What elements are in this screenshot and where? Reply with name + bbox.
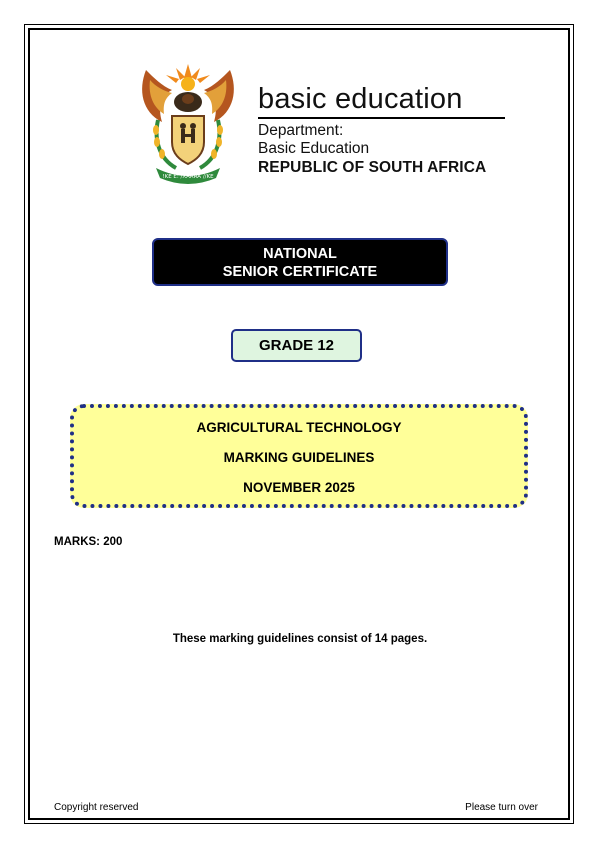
subject-title: AGRICULTURAL TECHNOLOGY bbox=[196, 420, 402, 435]
grade-badge: GRADE 12 bbox=[231, 329, 362, 362]
motto-text: !KE E: /XARRA //KE bbox=[162, 174, 214, 180]
country-name: REPUBLIC OF SOUTH AFRICA bbox=[258, 159, 487, 176]
document-type: MARKING GUIDELINES bbox=[223, 450, 375, 465]
brand-underline bbox=[258, 117, 505, 119]
coat-of-arms-icon bbox=[136, 60, 240, 184]
page-count-note: These marking guidelines consist of 14 pages. bbox=[172, 633, 428, 645]
brand-name: basic education bbox=[258, 83, 463, 115]
certificate-line-1: NATIONAL bbox=[263, 246, 337, 262]
exam-session: NOVEMBER 2025 bbox=[243, 480, 355, 495]
turn-over-notice: Please turn over bbox=[465, 802, 538, 813]
copyright-notice: Copyright reserved bbox=[54, 802, 139, 813]
subject-box bbox=[70, 404, 528, 508]
department-branding bbox=[258, 82, 508, 177]
certificate-line-2: SENIOR CERTIFICATE bbox=[222, 264, 378, 280]
total-marks: MARKS: 200 bbox=[54, 536, 123, 548]
department-name: Basic Education bbox=[258, 140, 370, 157]
department-label: Department: bbox=[258, 122, 344, 139]
certificate-banner bbox=[152, 238, 448, 286]
